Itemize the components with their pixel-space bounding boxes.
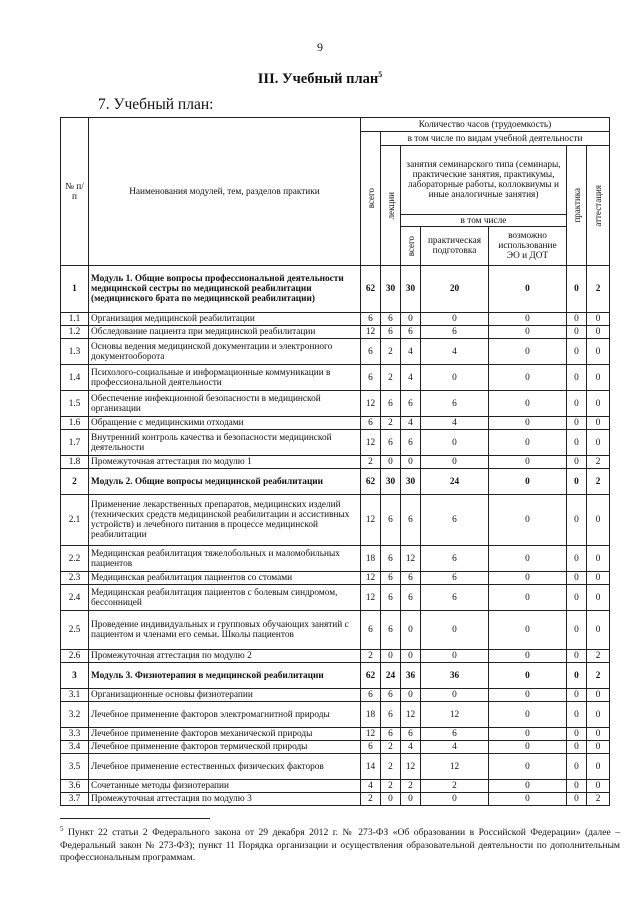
row-lectures: 2 (381, 754, 401, 780)
row-practice: 0 (567, 456, 587, 469)
row-total: 14 (361, 754, 381, 780)
row-name: Модуль 1. Общие вопросы профессиональной деятельности медицинской сестры по медицинской реабилитации (медицинского брата по медицинской реабилитации) (89, 266, 361, 313)
row-number: 1.6 (61, 417, 89, 430)
row-practice: 0 (567, 780, 587, 793)
row-total: 12 (361, 430, 381, 456)
row-practical-training: 6 (421, 585, 489, 611)
row-total: 2 (361, 793, 381, 806)
row-eo-dot: 0 (489, 611, 567, 650)
row-lectures: 6 (381, 546, 401, 572)
row-practical-training: 20 (421, 266, 489, 313)
row-lectures: 6 (381, 702, 401, 728)
row-seminars-total: 4 (401, 365, 421, 391)
row-practical-training: 0 (421, 456, 489, 469)
table-row (61, 754, 610, 780)
footnote-mark: 5 (60, 825, 64, 833)
header-total (361, 132, 381, 266)
row-lectures: 2 (381, 780, 401, 793)
row-lectures: 30 (381, 469, 401, 495)
row-practice: 0 (567, 793, 587, 806)
row-practical-training: 0 (421, 611, 489, 650)
row-name: Лечебное применение факторов термической природы (89, 741, 361, 754)
row-lectures: 0 (381, 456, 401, 469)
module-row (61, 663, 610, 689)
row-number: 2.3 (61, 572, 89, 585)
row-attestation: 2 (587, 663, 610, 689)
module-row (61, 266, 610, 313)
row-name: Психолого-социальные и информационные коммуникации в профессиональной деятельности (89, 365, 361, 391)
table-header (61, 118, 610, 266)
table-row (61, 391, 610, 417)
row-total: 6 (361, 339, 381, 365)
row-total: 12 (361, 391, 381, 417)
row-attestation: 0 (587, 702, 610, 728)
row-practice: 0 (567, 495, 587, 546)
row-attestation: 0 (587, 365, 610, 391)
row-eo-dot: 0 (489, 585, 567, 611)
footnote-divider (60, 818, 210, 819)
row-seminars-total: 6 (401, 391, 421, 417)
row-total: 62 (361, 663, 381, 689)
row-total: 2 (361, 650, 381, 663)
row-seminars-total: 2 (401, 780, 421, 793)
row-seminars-total: 12 (401, 754, 421, 780)
row-practical-training: 36 (421, 663, 489, 689)
table-row (61, 741, 610, 754)
header-practical-training: практическая подготовка (421, 227, 489, 266)
row-seminars-total: 6 (401, 585, 421, 611)
row-attestation: 0 (587, 780, 610, 793)
row-practice: 0 (567, 663, 587, 689)
footnote-reference: 5 (378, 70, 383, 79)
row-seminars-total: 4 (401, 741, 421, 754)
row-practical-training: 6 (421, 495, 489, 546)
row-name: Модуль 2. Общие вопросы медицинской реабилитации (89, 469, 361, 495)
row-number: 3.1 (61, 689, 89, 702)
row-number: 3.3 (61, 728, 89, 741)
row-name: Сочетанные методы физиотерапии (89, 780, 361, 793)
row-attestation: 0 (587, 339, 610, 365)
row-practical-training: 0 (421, 650, 489, 663)
row-lectures: 30 (381, 266, 401, 313)
row-total: 6 (361, 689, 381, 702)
row-attestation: 2 (587, 793, 610, 806)
row-lectures: 0 (381, 793, 401, 806)
row-seminars-total: 12 (401, 546, 421, 572)
row-practice: 0 (567, 417, 587, 430)
row-attestation: 0 (587, 585, 610, 611)
row-name: Модуль 3. Физиотерапия в медицинской реабилитации (89, 663, 361, 689)
row-attestation: 0 (587, 611, 610, 650)
table-row (61, 585, 610, 611)
row-practical-training: 6 (421, 572, 489, 585)
row-practice: 0 (567, 689, 587, 702)
row-eo-dot: 0 (489, 266, 567, 313)
subtitle: 7. Учебный план: (98, 96, 214, 113)
row-total: 6 (361, 365, 381, 391)
row-attestation: 0 (587, 728, 610, 741)
row-name: Обращение с медицинскими отходами (89, 417, 361, 430)
row-number: 1.5 (61, 391, 89, 417)
row-attestation: 0 (587, 326, 610, 339)
row-practical-training: 0 (421, 365, 489, 391)
row-practical-training: 24 (421, 469, 489, 495)
page-number: 9 (317, 40, 323, 54)
header-num: № п/п (61, 118, 89, 266)
row-eo-dot: 0 (489, 365, 567, 391)
row-total: 6 (361, 741, 381, 754)
row-eo-dot: 0 (489, 339, 567, 365)
row-total: 4 (361, 780, 381, 793)
row-seminars-total: 0 (401, 689, 421, 702)
row-practice: 0 (567, 572, 587, 585)
row-name: Медицинская реабилитация пациентов с болевым синдромом, бессонницей (89, 585, 361, 611)
row-practical-training: 2 (421, 780, 489, 793)
row-practice: 0 (567, 741, 587, 754)
row-seminars-total: 6 (401, 572, 421, 585)
row-number: 3 (61, 663, 89, 689)
row-practical-training: 6 (421, 728, 489, 741)
header-lectures (381, 146, 401, 266)
row-attestation: 0 (587, 546, 610, 572)
row-lectures: 0 (381, 650, 401, 663)
footnote (60, 823, 620, 865)
row-total: 62 (361, 469, 381, 495)
row-name: Лечебное применение факторов электромагнитной природы (89, 702, 361, 728)
row-practical-training: 4 (421, 339, 489, 365)
table-row (61, 326, 610, 339)
table-row (61, 702, 610, 728)
row-number: 1.3 (61, 339, 89, 365)
row-practice: 0 (567, 313, 587, 326)
row-lectures: 6 (381, 572, 401, 585)
row-attestation: 0 (587, 313, 610, 326)
row-lectures: 2 (381, 741, 401, 754)
row-attestation: 0 (587, 391, 610, 417)
row-number: 2.6 (61, 650, 89, 663)
row-eo-dot: 0 (489, 391, 567, 417)
row-total: 6 (361, 313, 381, 326)
row-seminars-total: 30 (401, 266, 421, 313)
header-seminars: занятия семинарского типа (семинары, практические занятия, практикумы, лабораторные работы, коллоквиумы и иные аналогичные занятия) (401, 146, 567, 215)
row-name: Промежуточная аттестация по модулю 1 (89, 456, 361, 469)
row-total: 18 (361, 702, 381, 728)
row-practical-training: 0 (421, 689, 489, 702)
header-by-type: в том числе по видам учебной деятельности (381, 132, 610, 146)
row-name: Организация медицинской реабилитации (89, 313, 361, 326)
row-number: 1.1 (61, 313, 89, 326)
row-seminars-total: 30 (401, 469, 421, 495)
row-number: 1.2 (61, 326, 89, 339)
row-seminars-total: 6 (401, 495, 421, 546)
row-practical-training: 6 (421, 326, 489, 339)
header-sem-total (401, 227, 421, 266)
row-practical-training: 4 (421, 741, 489, 754)
row-seminars-total: 12 (401, 702, 421, 728)
row-attestation: 0 (587, 689, 610, 702)
row-practice: 0 (567, 702, 587, 728)
row-attestation: 2 (587, 650, 610, 663)
row-eo-dot: 0 (489, 793, 567, 806)
table-row (61, 365, 610, 391)
row-attestation: 2 (587, 469, 610, 495)
row-attestation: 0 (587, 417, 610, 430)
row-attestation: 2 (587, 266, 610, 313)
row-seminars-total: 36 (401, 663, 421, 689)
row-seminars-total: 0 (401, 313, 421, 326)
row-seminars-total: 0 (401, 611, 421, 650)
row-attestation: 0 (587, 572, 610, 585)
section-title (0, 70, 640, 88)
row-number: 3.2 (61, 702, 89, 728)
table-row (61, 313, 610, 326)
row-practice: 0 (567, 611, 587, 650)
row-name: Внутренний контроль качества и безопасности медицинской деятельности (89, 430, 361, 456)
row-attestation: 0 (587, 430, 610, 456)
row-number: 2.2 (61, 546, 89, 572)
row-name: Обследование пациента при медицинской реабилитации (89, 326, 361, 339)
row-eo-dot: 0 (489, 702, 567, 728)
row-lectures: 6 (381, 313, 401, 326)
row-number: 3.6 (61, 780, 89, 793)
row-practical-training: 0 (421, 793, 489, 806)
row-total: 12 (361, 728, 381, 741)
row-practice: 0 (567, 339, 587, 365)
row-seminars-total: 0 (401, 793, 421, 806)
table-row (61, 430, 610, 456)
row-number: 2.4 (61, 585, 89, 611)
header-practice (567, 146, 587, 266)
row-total: 12 (361, 495, 381, 546)
row-lectures: 24 (381, 663, 401, 689)
row-practical-training: 12 (421, 754, 489, 780)
row-lectures: 6 (381, 326, 401, 339)
row-practice: 0 (567, 391, 587, 417)
row-practical-training: 0 (421, 313, 489, 326)
row-lectures: 6 (381, 611, 401, 650)
table-row (61, 572, 610, 585)
row-seminars-total: 0 (401, 456, 421, 469)
row-attestation: 2 (587, 456, 610, 469)
table-row (61, 780, 610, 793)
row-eo-dot: 0 (489, 650, 567, 663)
row-lectures: 6 (381, 728, 401, 741)
footnote-text: Пункт 22 статьи 2 Федерального закона от 29 декабря 2012 г. № 273-ФЗ «Об образовании в Российской Федерации» (далее – Федеральный закон № 273-ФЗ); пункт 11 Порядка организации и осуществления образовательной деятельности по дополнительным профессиональным программам. (60, 827, 620, 864)
row-practice: 0 (567, 365, 587, 391)
row-practice: 0 (567, 326, 587, 339)
row-seminars-total: 4 (401, 417, 421, 430)
row-name: Лечебное применение факторов механической природы (89, 728, 361, 741)
header-practice-label: практика (571, 188, 582, 223)
row-name: Лечебное применение естественных физических факторов (89, 754, 361, 780)
row-number: 2 (61, 469, 89, 495)
row-practical-training: 6 (421, 546, 489, 572)
row-name: Медицинская реабилитация тяжелобольных и маломобильных пациентов (89, 546, 361, 572)
row-practice: 0 (567, 469, 587, 495)
row-seminars-total: 6 (401, 430, 421, 456)
row-lectures: 6 (381, 391, 401, 417)
table-row (61, 728, 610, 741)
header-attestation-label: аттестация (593, 184, 604, 227)
row-total: 62 (361, 266, 381, 313)
table-row (61, 546, 610, 572)
header-lectures-label: лекции (385, 191, 396, 220)
row-lectures: 2 (381, 365, 401, 391)
row-name: Организационные основы физиотерапии (89, 689, 361, 702)
row-eo-dot: 0 (489, 689, 567, 702)
row-practical-training: 4 (421, 417, 489, 430)
row-eo-dot: 0 (489, 313, 567, 326)
row-number: 2.5 (61, 611, 89, 650)
row-lectures: 6 (381, 430, 401, 456)
row-lectures: 2 (381, 339, 401, 365)
section-title-text: III. Учебный план (257, 70, 379, 87)
row-number: 1.8 (61, 456, 89, 469)
row-total: 12 (361, 585, 381, 611)
row-lectures: 6 (381, 495, 401, 546)
row-total: 12 (361, 572, 381, 585)
row-practice: 0 (567, 430, 587, 456)
row-seminars-total: 4 (401, 339, 421, 365)
header-sem-total-label: всего (405, 235, 416, 257)
row-number: 3.4 (61, 741, 89, 754)
row-practice: 0 (567, 266, 587, 313)
row-number: 1.4 (61, 365, 89, 391)
row-practical-training: 0 (421, 430, 489, 456)
row-name: Основы ведения медицинской документации и электронного документооборота (89, 339, 361, 365)
row-seminars-total: 6 (401, 326, 421, 339)
row-number: 3.5 (61, 754, 89, 780)
module-row (61, 469, 610, 495)
row-eo-dot: 0 (489, 754, 567, 780)
table-body (61, 266, 610, 806)
row-total: 18 (361, 546, 381, 572)
row-eo-dot: 0 (489, 495, 567, 546)
row-name: Промежуточная аттестация по модулю 3 (89, 793, 361, 806)
row-name: Применение лекарственных препаратов, медицинских изделий (технических средств медицинской реабилитации и ассистивных устройств) и лечебного питания в процессе медицинской реабилитации (89, 495, 361, 546)
table-row (61, 456, 610, 469)
header-attestation (587, 146, 610, 266)
row-practice: 0 (567, 546, 587, 572)
row-attestation: 0 (587, 495, 610, 546)
row-eo-dot: 0 (489, 430, 567, 456)
table-row (61, 793, 610, 806)
row-lectures: 6 (381, 689, 401, 702)
header-name: Наименования модулей, тем, разделов практики (89, 118, 361, 266)
row-attestation: 0 (587, 754, 610, 780)
row-attestation: 0 (587, 741, 610, 754)
table-row (61, 689, 610, 702)
table-row (61, 611, 610, 650)
row-practice: 0 (567, 754, 587, 780)
row-lectures: 6 (381, 585, 401, 611)
row-eo-dot: 0 (489, 326, 567, 339)
row-eo-dot: 0 (489, 780, 567, 793)
table-row (61, 417, 610, 430)
row-seminars-total: 0 (401, 650, 421, 663)
row-total: 6 (361, 417, 381, 430)
row-eo-dot: 0 (489, 417, 567, 430)
row-eo-dot: 0 (489, 572, 567, 585)
row-name: Медицинская реабилитация пациентов со стомами (89, 572, 361, 585)
row-number: 1.7 (61, 430, 89, 456)
header-including: в том числе (401, 215, 567, 227)
header-eo-dot: возможно использование ЭО и ДОТ (489, 227, 567, 266)
row-name: Проведение индивидуальных и групповых обучающих занятий с пациентом и членами его семьи. Школы пациентов (89, 611, 361, 650)
row-number: 1 (61, 266, 89, 313)
row-practical-training: 6 (421, 391, 489, 417)
row-total: 12 (361, 326, 381, 339)
row-eo-dot: 0 (489, 728, 567, 741)
table-row (61, 650, 610, 663)
row-name: Промежуточная аттестация по модулю 2 (89, 650, 361, 663)
table-row (61, 495, 610, 546)
curriculum-table (60, 117, 610, 806)
table-row (61, 339, 610, 365)
row-eo-dot: 0 (489, 663, 567, 689)
row-number: 3.7 (61, 793, 89, 806)
row-seminars-total: 6 (401, 728, 421, 741)
row-eo-dot: 0 (489, 741, 567, 754)
row-eo-dot: 0 (489, 546, 567, 572)
row-lectures: 2 (381, 417, 401, 430)
row-practice: 0 (567, 728, 587, 741)
row-practice: 0 (567, 585, 587, 611)
row-number: 2.1 (61, 495, 89, 546)
row-eo-dot: 0 (489, 469, 567, 495)
header-hours: Количество часов (трудоемкость) (361, 118, 610, 132)
row-total: 2 (361, 456, 381, 469)
row-practical-training: 12 (421, 702, 489, 728)
row-eo-dot: 0 (489, 456, 567, 469)
row-total: 6 (361, 611, 381, 650)
row-name: Обеспечение инфекционной безопасности в медицинской организации (89, 391, 361, 417)
header-total-label: всего (365, 188, 376, 209)
row-practice: 0 (567, 650, 587, 663)
